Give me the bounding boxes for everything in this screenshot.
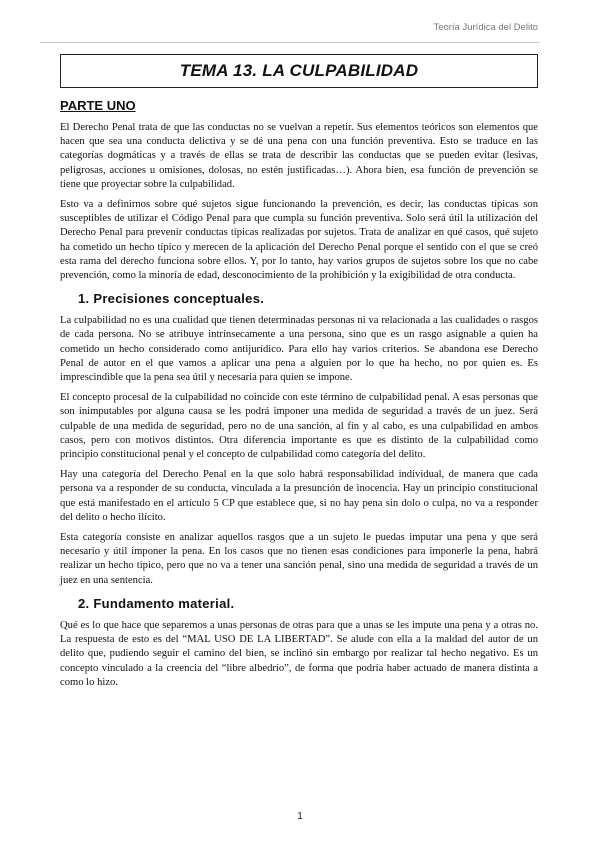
paragraph: Hay una categoría del Derecho Penal en la que solo habrá responsabilidad individual, de manera que cada persona va a responder de su conducta, vinculada a la presunción de inocencia. Hay un principio constitucional que está manifestado en el artículo 5 CP que establece que, si no hay pena sin dolo o culpa, no va a responder del delito o hecho ilícito. [60, 469, 538, 523]
running-header: Teoría Jurídica del Delito [433, 22, 538, 33]
section-heading: 1. Precisiones conceptuales. [78, 291, 265, 307]
page-number: 1 [297, 811, 303, 822]
paragraph: Qué es lo que hace que separemos a unas personas de otras para que a unas se les impute una pena y a otras no. La respuesta de esto es del “MAL USO DE LA LIBERTAD”. Se alude con ella a la maldad del autor de un delito que, pudiendo seguir el camino del bien, se inclinó sin embargo por realizar tal hecho negativo. Es un concepto vinculado a la creencia del “libre albedrío”, de forma que podría haber actuado de manera distinta a como lo hizo. [60, 619, 538, 688]
paragraph: Esto va a definirnos sobre qué sujetos sigue funcionando la prevención, es decir, las conductas típicas son susceptibles de utilizar el Código Penal para que cumpla su función preventiva. Solo será útil la utilización del Derecho Penal para prevenir conductas típicas realizadas por sujetos. Trata de analizar en qué casos, qué sujeto ha cometido un hecho típico y merecen de la aplicación del Derecho Penal porque el sentido con el que se creó esta rama del derecho funciona sobre ellos. Y, por lo tanto, hay varios grupos de sujetos sobre los que no cabe prevención, como la minoría de edad, desconocimiento de la prohibición y la exigibilidad de otra conducta. [60, 199, 538, 282]
document-title: TEMA 13. LA CULPABILIDAD [179, 61, 419, 80]
part-heading: PARTE UNO [60, 98, 136, 113]
title-box [60, 54, 538, 88]
paragraph: La culpabilidad no es una cualidad que tienen determinadas personas ni va relacionada a las cualidades o rasgos de cada persona. No se atribuye intrínsecamente a una persona, sino que es un rasgo asignable a quien ha cometido un hecho considerado como antijurídico. Para ello hay varios criterios. Se abandona ese Derecho Penal de autor en el que vamos a aplicar una pena a alguien por lo que ha hecho, no por quien es. Es imprescindible que la pena sea útil y necesaria para quien se impone. [60, 315, 538, 384]
section-heading: 2. Fundamento material. [78, 595, 235, 611]
paragraph: El concepto procesal de la culpabilidad no coincide con este término de culpabilidad penal. A esas personas que son inimputables por alguna causa se les podrá imponer una medida de seguridad a través de un juez. Será culpable de una medida de seguridad, pero no de una sanción, al fin y al cabo, es una culpabilidad en ambos casos, pero con motivos distintos. Otra diferencia importante es que es distinto de la culpabilidad como principio constitucional penal y el concepto de culpabilidad como categoría del delito. [60, 392, 538, 461]
paragraph: El Derecho Penal trata de que las conductas no se vuelvan a repetir. Sus elementos teóricos son elementos que hacen que sea una conducta delictiva y se dé una pena con una función preventiva. Esto se traduce en las categorías dogmáticas y a través de ellas se trata de describir las conductas que se pueden evitar (lesivas, peligrosas, acciones u omisiones, dolosas, no estén justificadas…). Ahora bien, esa función de prevención se tiene que proyectar sobre la culpabilidad. [60, 122, 538, 190]
document-body [60, 98, 538, 696]
paragraph: Esta categoría consiste en analizar aquellos rasgos que a un sujeto le puedas imputar una pena y que será necesario y útil imponer la pena. En los casos que no tienen esas condiciones para imponerle la pena, habrá realizar un hecho típico, pero que no va a tener una sanción penal, sino una medida de seguridad a través de un juez en una sentencia. [60, 532, 538, 586]
header-divider [40, 42, 540, 43]
